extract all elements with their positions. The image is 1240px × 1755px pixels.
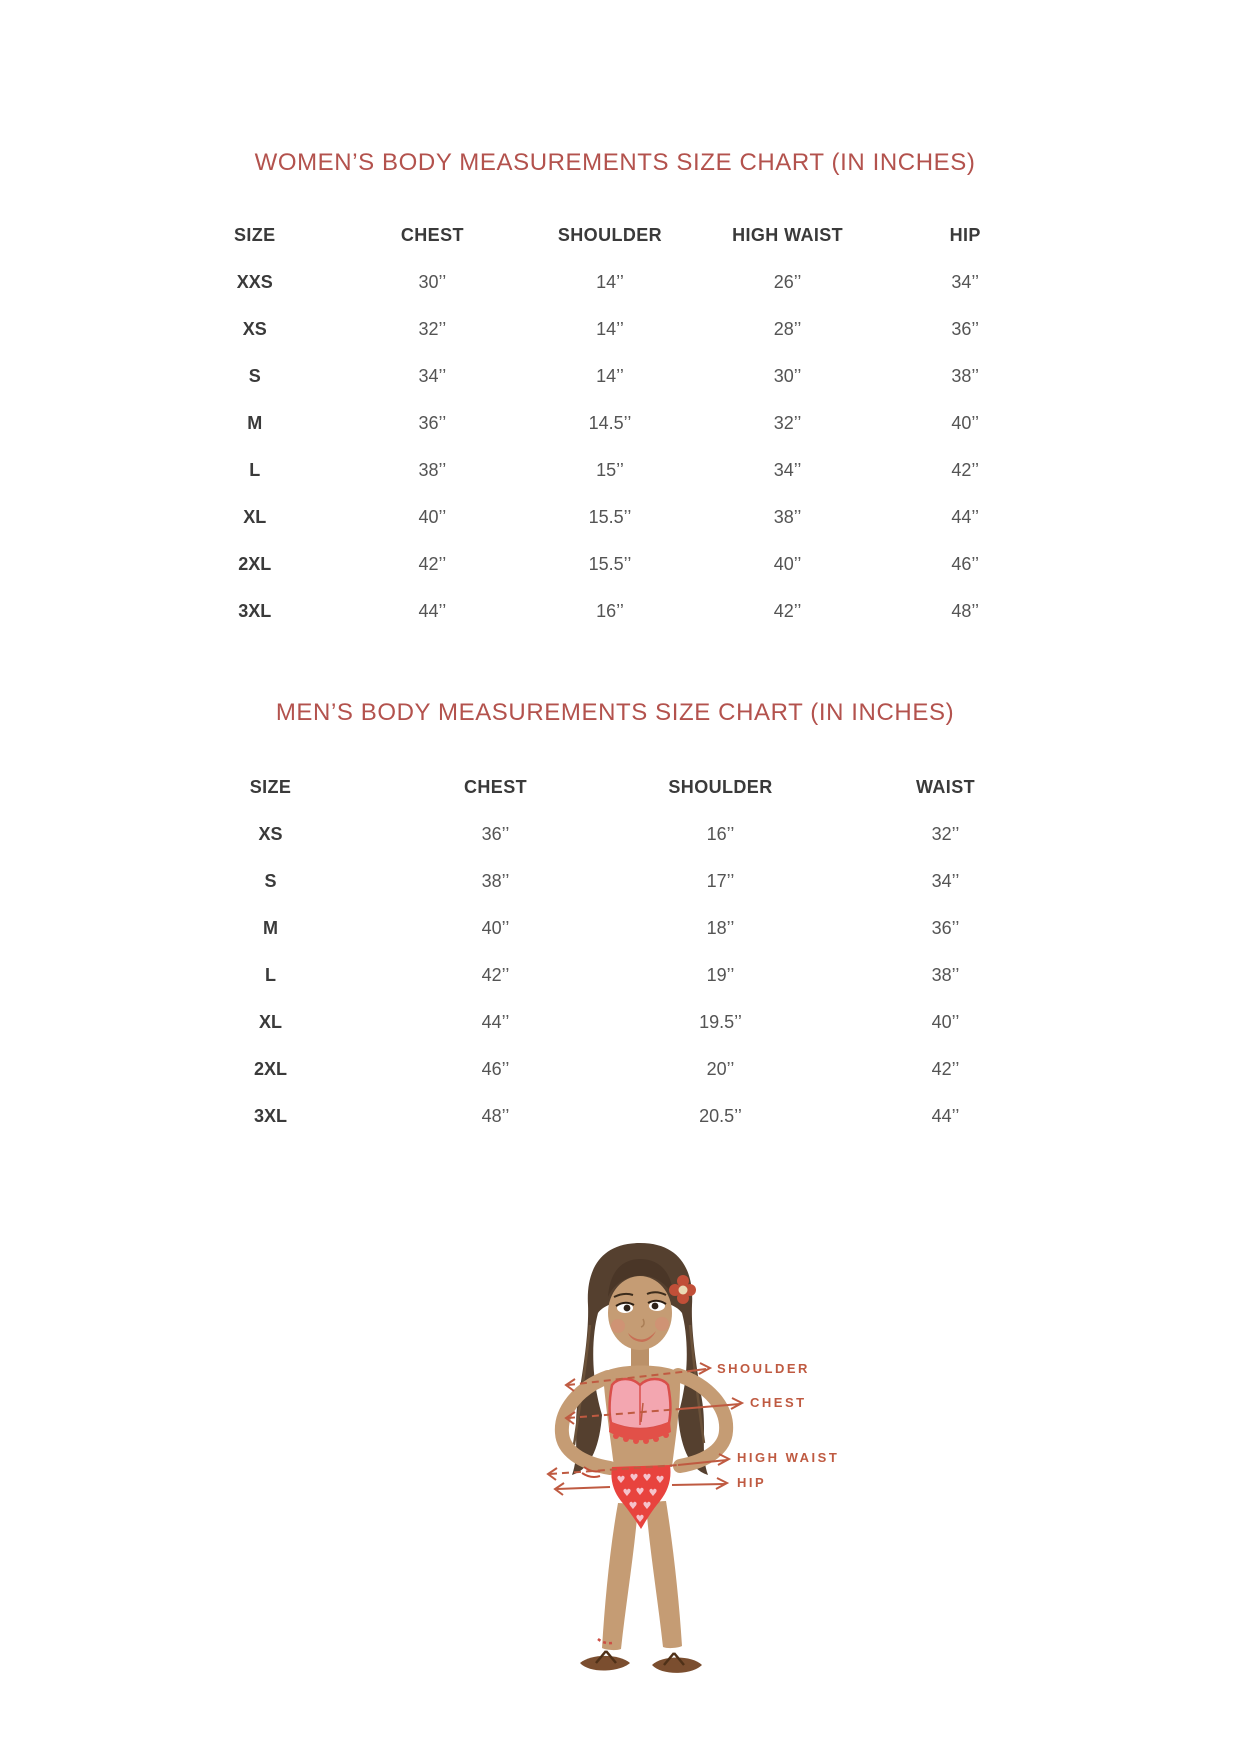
svg-text:♥: ♥ bbox=[635, 1487, 645, 1498]
mens-chart-title: MEN’S BODY MEASUREMENTS SIZE CHART (IN INCHES) bbox=[275, 699, 955, 726]
womens-table-header-row bbox=[166, 212, 1054, 259]
table-row bbox=[166, 447, 1054, 494]
measurement-figure-drawing bbox=[440, 1235, 860, 1695]
shoulder-value: 20’’ bbox=[706, 1059, 735, 1079]
shoulder-value: 15’’ bbox=[596, 460, 624, 480]
high-waist-value: 28’’ bbox=[773, 319, 802, 339]
chest-value: 42’’ bbox=[481, 965, 510, 985]
shoulder-value: 15.5’’ bbox=[588, 554, 632, 574]
svg-text:♥: ♥ bbox=[629, 1473, 639, 1484]
waist-value: 44’’ bbox=[931, 1106, 960, 1126]
chest-value: 48’’ bbox=[481, 1106, 510, 1126]
shoulder-value: 14’’ bbox=[596, 319, 624, 339]
high-waist-value: 26’’ bbox=[773, 272, 802, 292]
hip-label: HIP bbox=[737, 1475, 767, 1490]
high-waist-value: 34’’ bbox=[773, 460, 802, 480]
hip-value: 36’’ bbox=[951, 319, 980, 339]
mens-table-header-row bbox=[158, 764, 1058, 811]
chest-value: 38’’ bbox=[481, 871, 510, 891]
waist-value: 40’’ bbox=[931, 1012, 960, 1032]
chest-value: 40’’ bbox=[418, 507, 447, 527]
waist-value: 32’’ bbox=[931, 824, 960, 844]
table-row bbox=[166, 588, 1054, 635]
hip-value: 34’’ bbox=[951, 272, 980, 292]
column-header-waist: WAIST bbox=[916, 777, 975, 797]
size-label: 3XL bbox=[238, 601, 272, 621]
column-header-size: SIZE bbox=[233, 225, 276, 245]
svg-text:♥: ♥ bbox=[642, 1473, 652, 1484]
shoulder-label: SHOULDER bbox=[717, 1361, 810, 1376]
svg-text:♥: ♥ bbox=[628, 1501, 638, 1512]
size-label: L bbox=[265, 965, 276, 985]
hip-value: 38’’ bbox=[951, 366, 980, 386]
size-label: M bbox=[263, 918, 278, 938]
shoulder-value: 18’’ bbox=[706, 918, 735, 938]
high-waist-value: 38’’ bbox=[773, 507, 802, 527]
chest-value: 44’’ bbox=[481, 1012, 510, 1032]
face bbox=[608, 1259, 673, 1369]
hip-value: 48’’ bbox=[951, 601, 980, 621]
annotation-labels bbox=[717, 1361, 839, 1490]
chest-label: CHEST bbox=[750, 1395, 807, 1410]
high-waist-value: 42’’ bbox=[773, 601, 802, 621]
size-label: 2XL bbox=[253, 1059, 287, 1079]
size-label: XL bbox=[243, 507, 267, 527]
svg-text:♥: ♥ bbox=[616, 1475, 626, 1486]
chest-value: 30’’ bbox=[418, 272, 447, 292]
column-header-shoulder: SHOULDER bbox=[668, 777, 773, 797]
svg-text:♥: ♥ bbox=[635, 1514, 645, 1525]
waist-value: 42’’ bbox=[931, 1059, 960, 1079]
table-row bbox=[158, 858, 1058, 905]
shoulder-value: 17’’ bbox=[706, 871, 735, 891]
shoulder-value: 15.5’’ bbox=[588, 507, 632, 527]
table-row bbox=[158, 1093, 1058, 1140]
chest-value: 42’’ bbox=[418, 554, 447, 574]
hip-value: 46’’ bbox=[951, 554, 980, 574]
size-label: S bbox=[248, 366, 261, 386]
chest-value: 40’’ bbox=[481, 918, 510, 938]
shoulder-value: 19’’ bbox=[706, 965, 735, 985]
chest-value: 38’’ bbox=[418, 460, 447, 480]
table-row bbox=[158, 811, 1058, 858]
column-header-size: SIZE bbox=[249, 777, 292, 797]
size-label: XS bbox=[258, 824, 283, 844]
column-header-chest: CHEST bbox=[463, 777, 527, 797]
high-waist-value: 40’’ bbox=[773, 554, 802, 574]
shoulder-value: 20.5’’ bbox=[699, 1106, 742, 1126]
column-header-shoulder: SHOULDER bbox=[557, 225, 663, 245]
chest-value: 36’’ bbox=[418, 413, 447, 433]
size-label: XS bbox=[242, 319, 267, 339]
chest-value: 34’’ bbox=[418, 366, 447, 386]
column-header-chest: CHEST bbox=[400, 225, 464, 245]
mens-size-table bbox=[158, 764, 1058, 1140]
shoulder-value: 14’’ bbox=[596, 366, 624, 386]
table-row bbox=[166, 306, 1054, 353]
size-label: S bbox=[264, 871, 277, 891]
svg-text:♥: ♥ bbox=[648, 1488, 658, 1499]
shoulder-value: 19.5’’ bbox=[699, 1012, 742, 1032]
chest-value: 32’’ bbox=[418, 319, 447, 339]
shoulder-value: 14.5’’ bbox=[588, 413, 632, 433]
hip-value: 42’’ bbox=[951, 460, 980, 480]
svg-text:♥: ♥ bbox=[642, 1501, 652, 1512]
table-row bbox=[166, 400, 1054, 447]
table-row bbox=[158, 1046, 1058, 1093]
size-label: M bbox=[247, 413, 263, 433]
sandals bbox=[580, 1651, 702, 1673]
blush bbox=[611, 1319, 625, 1333]
table-row bbox=[166, 259, 1054, 306]
womens-size-table bbox=[166, 212, 1054, 635]
waist-value: 36’’ bbox=[931, 918, 960, 938]
svg-text:♥: ♥ bbox=[655, 1475, 665, 1486]
high-waist-value: 30’’ bbox=[773, 366, 802, 386]
waist-value: 38’’ bbox=[931, 965, 960, 985]
size-label: 3XL bbox=[253, 1106, 287, 1126]
shoulder-value: 14’’ bbox=[596, 272, 624, 292]
shoulder-value: 16’’ bbox=[596, 601, 624, 621]
shoulder-value: 16’’ bbox=[706, 824, 735, 844]
high-waist-label: HIGH WAIST bbox=[737, 1450, 840, 1465]
size-label: 2XL bbox=[238, 554, 272, 574]
table-row bbox=[158, 999, 1058, 1046]
size-label: XXS bbox=[236, 272, 273, 292]
chest-value: 46’’ bbox=[481, 1059, 510, 1079]
table-row bbox=[166, 494, 1054, 541]
chest-value: 36’’ bbox=[481, 824, 510, 844]
body-measurement-illustration bbox=[440, 1235, 860, 1695]
column-header-high-waist: HIGH WAIST bbox=[732, 225, 844, 245]
hip-value: 44’’ bbox=[951, 507, 980, 527]
high-waist-value: 32’’ bbox=[773, 413, 802, 433]
column-header-hip: HIP bbox=[949, 225, 981, 245]
womens-chart-title: WOMEN’S BODY MEASUREMENTS SIZE CHART (IN INCHES) bbox=[254, 149, 976, 176]
chest-value: 44’’ bbox=[418, 601, 447, 621]
svg-text:♥: ♥ bbox=[622, 1488, 632, 1499]
size-label: XL bbox=[258, 1012, 282, 1032]
table-row bbox=[158, 952, 1058, 999]
table-row bbox=[166, 541, 1054, 588]
table-row bbox=[166, 353, 1054, 400]
size-label: L bbox=[249, 460, 261, 480]
waist-value: 34’’ bbox=[931, 871, 960, 891]
table-row bbox=[158, 905, 1058, 952]
blush bbox=[655, 1317, 669, 1331]
hip-value: 40’’ bbox=[951, 413, 980, 433]
